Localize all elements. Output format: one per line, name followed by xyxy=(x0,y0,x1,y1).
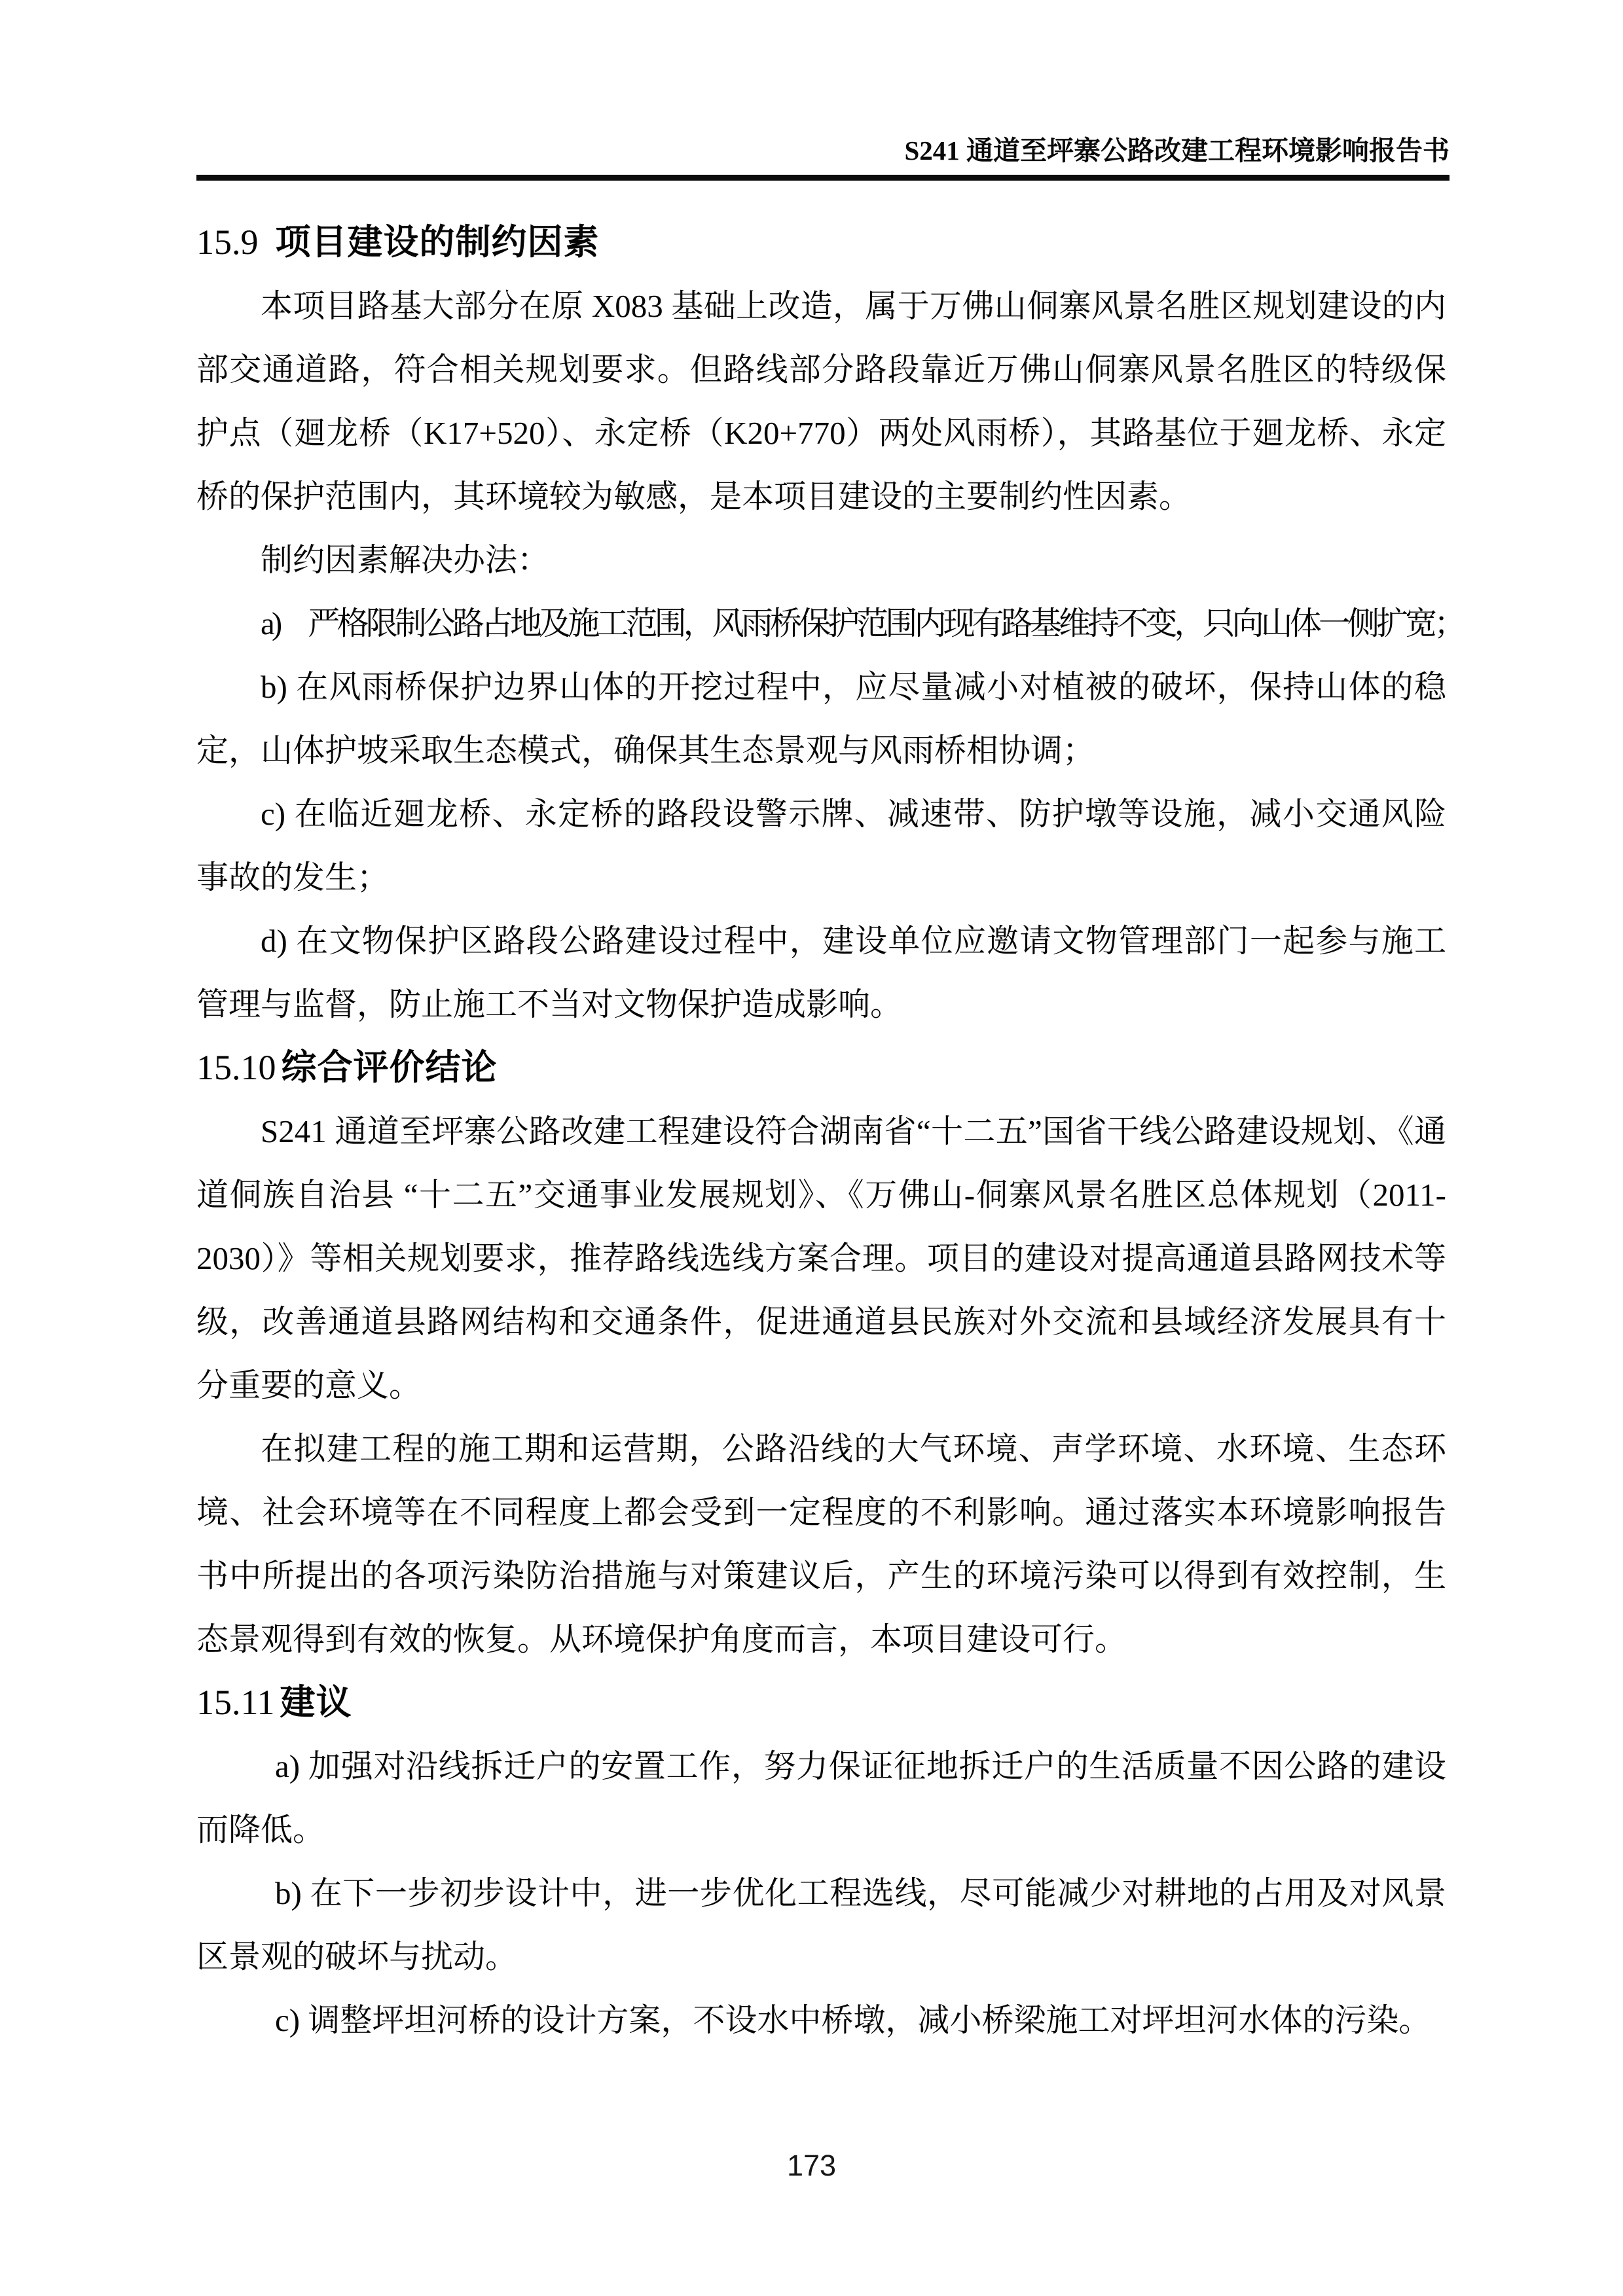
list-item-c: c) 调整坪坦河桥的设计方案，不设水中桥墩，减小桥梁施工对坪坦河水体的污染。 xyxy=(275,2002,1431,2038)
list-item-c: c) 在临近廻龙桥、永定桥的路段设警示牌、减速带、防护墩等设施，减小交通风险事故的发生； xyxy=(196,796,1446,895)
paragraph: S241 通道至坪寨公路改建工程建设符合湖南省“十二五”国省干线公路建设规划、《通道侗族自治县 “十二五”交通事业发展规划》、《万佛山-侗寨风景名胜区总体规划（2011-2030）》等相关规划要求，推荐路线选线方案合理。项目的建设对提高通道县路网技术等级，改善通道县路网结构和交通条件，促进通道县民族对外交流和县域经济发展具有十分重要的意义。 xyxy=(196,1113,1446,1403)
list-item-b: b) 在风雨桥保护边界山体的开挖过程中，应尽量减小对植被的破坏，保持山体的稳定，山体护坡采取生态模式，确保其生态景观与风雨桥相协调； xyxy=(196,669,1446,768)
paragraph: 在拟建工程的施工期和运营期，公路沿线的大气环境、声学环境、水环境、生态环境、社会环境等在不同程度上都会受到一定程度的不利影响。通过落实本环境影响报告书中所提出的各项污染防治措施与对策建议后，产生的环境污染可以得到有效控制，生态景观得到有效的恢复。从环境保护角度而言，本项目建设可行。 xyxy=(196,1431,1446,1657)
list-item-a: a) 加强对沿线拆迁户的安置工作，努力保证征地拆迁户的生活质量不因公路的建设而降低。 xyxy=(196,1748,1446,1848)
running-header xyxy=(196,0,1450,181)
section-number: 15.9 xyxy=(196,223,259,262)
section-title: 综合评价结论 xyxy=(281,1048,498,1087)
section-heading-15-10 xyxy=(196,1036,1446,1100)
paragraph: 制约因素解决办法： xyxy=(261,542,550,578)
page-content xyxy=(196,181,1463,2052)
list-item-d: d) 在文物保护区路段公路建设过程中，建设单位应邀请文物管理部门一起参与施工管理与监督，防止施工不当对文物保护造成影响。 xyxy=(196,923,1446,1022)
running-header-title: S241 通道至坪寨公路改建工程环境影响报告书 xyxy=(904,135,1450,166)
paragraph: 本项目路基大部分在原 X083 基础上改造，属于万佛山侗寨风景名胜区规划建设的内部交通道路，符合相关规划要求。但路线部分路段靠近万佛山侗寨风景名胜区的特级保护点（廻龙桥（K17+520）、永定桥（K20+770）两处风雨桥），其路基位于廻龙桥、永定桥的保护范围内，其环境较为敏感，是本项目建设的主要制约性因素。 xyxy=(196,288,1446,514)
section-heading-15-11 xyxy=(196,1671,1446,1734)
section-number: 15.10 xyxy=(196,1048,276,1087)
section-heading-15-9 xyxy=(196,211,1446,274)
page-number: 173 xyxy=(786,2149,837,2182)
section-title: 建议 xyxy=(280,1683,352,1722)
section-title: 项目建设的制约因素 xyxy=(275,223,600,262)
list-item-b: b) 在下一步初步设计中，进一步优化工程选线，尽可能减少对耕地的占用及对风景区景观的破坏与扰动。 xyxy=(196,1875,1446,1975)
page-footer xyxy=(0,2149,1623,2183)
section-number: 15.11 xyxy=(196,1683,275,1722)
list-item-a: a) 严格限制公路占地及施工范围，风雨桥保护范围内现有路基维持不变，只向山体一侧扩宽； xyxy=(261,605,1463,641)
